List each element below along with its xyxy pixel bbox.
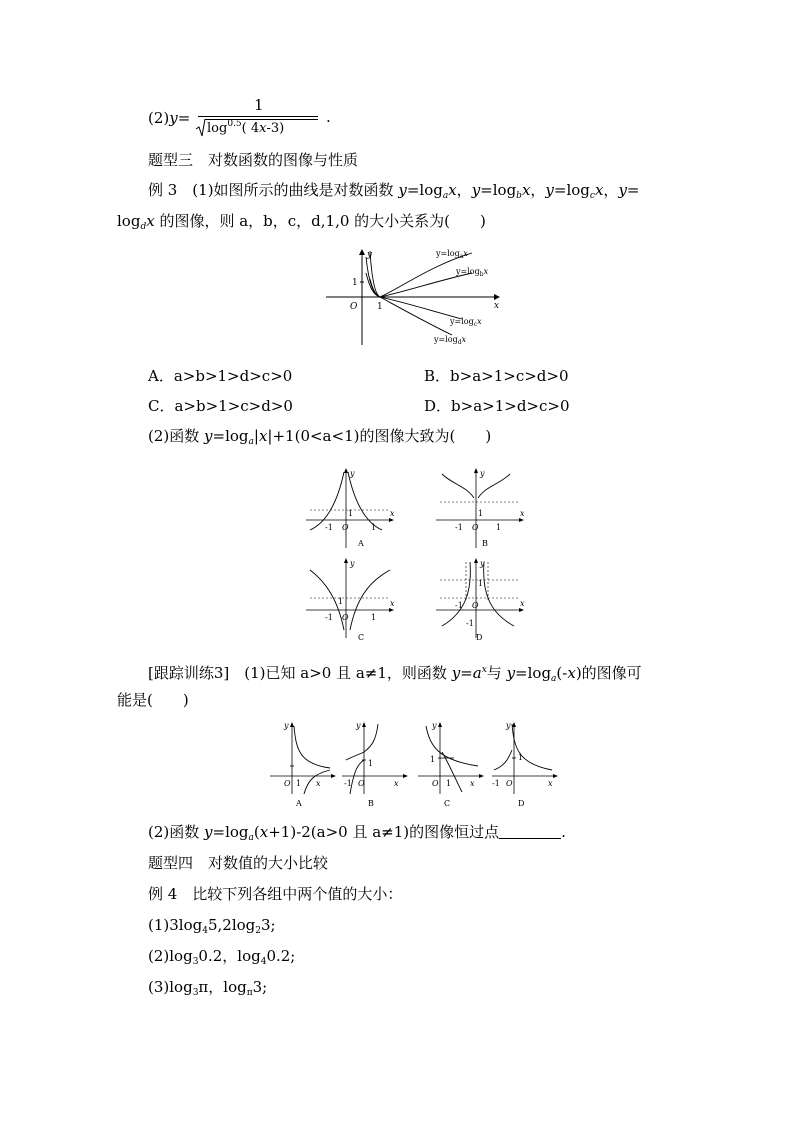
graphs-figure-3 — [266, 716, 560, 810]
track-3-line2: 能是( ) — [117, 691, 189, 709]
svg-text:1: 1 — [296, 779, 302, 788]
example-3-q2: (2)函数 $y=\log_a|x|+1(0<a<1)$的图像大致为( ) — [148, 427, 492, 447]
graph-3d — [492, 721, 558, 808]
graph-3d-label: D — [518, 799, 525, 808]
section-3-title: 题型三 对数函数的图像与性质 — [148, 151, 359, 169]
svg-text:y: y — [432, 721, 437, 730]
graph-2b — [436, 468, 525, 548]
svg-text:O: O — [432, 779, 439, 788]
curve-log-c — [366, 273, 462, 319]
svg-text:x: x — [394, 779, 399, 788]
option-a[interactable]: A．a>b>1>d>c>0 — [148, 367, 293, 385]
label-log-c: $y=\log_cx$ — [450, 317, 482, 328]
curve-log-b — [366, 257, 472, 297]
example-4-item-3: $(3)\log_3\pi$，$\log_\pi 3$; — [148, 978, 268, 998]
graph-2a — [306, 468, 395, 548]
x-axis-label: x — [494, 301, 500, 311]
label-log-d: $y=\log_dx$ — [434, 335, 467, 346]
answer-blank[interactable] — [499, 824, 561, 839]
p2-label: (2)y= — [148, 109, 191, 127]
svg-text:-1: -1 — [466, 619, 474, 628]
example-4-item-2: $(2)\log_30.2$，$\log_40.2$; — [148, 947, 296, 967]
svg-text:x: x — [470, 779, 475, 788]
x-tick-1: 1 — [377, 302, 383, 312]
svg-text:O: O — [472, 523, 479, 532]
svg-text:1: 1 — [478, 509, 484, 518]
svg-text:y: y — [480, 559, 485, 568]
svg-text:1: 1 — [478, 579, 484, 588]
svg-text:-1: -1 — [325, 613, 333, 622]
example-3-line2: $\log_dx$ 的图像，则 a，b，c，d,1,0 的大小关系为( ) — [117, 212, 486, 232]
svg-text:y: y — [350, 469, 355, 478]
svg-text:y: y — [506, 721, 511, 730]
log-curves-figure — [322, 243, 504, 350]
svg-text:1: 1 — [338, 597, 344, 606]
graph-2c-label: C — [358, 633, 365, 642]
svg-text:O: O — [358, 779, 365, 788]
graph-2c — [306, 558, 395, 642]
svg-text:O: O — [506, 779, 513, 788]
svg-text:y: y — [480, 469, 485, 478]
graph-2d-label: D — [476, 633, 483, 642]
svg-text:x: x — [520, 509, 525, 518]
option-c[interactable]: C．a>b>1>c>d>0 — [148, 397, 293, 415]
svg-text:O: O — [284, 779, 291, 788]
graph-3c — [418, 721, 484, 808]
label-log-b: $y=\log_bx$ — [456, 267, 489, 278]
svg-text:-1: -1 — [455, 523, 463, 532]
svg-text:-1: -1 — [325, 523, 333, 532]
example-4-item-1: $(1)3\log_45,2\log_23$; — [148, 916, 276, 936]
label-log-a: $y=\log_ax$ — [436, 249, 468, 260]
svg-text:O: O — [342, 523, 349, 532]
svg-text:x: x — [520, 599, 525, 608]
graph-3a-label: A — [296, 799, 302, 808]
p2-numerator: 1 — [254, 96, 264, 114]
option-d[interactable]: D．b>a>1>d>c>0 — [424, 397, 570, 415]
svg-text:O: O — [342, 613, 349, 622]
x-axis-arrow-icon — [494, 294, 500, 300]
fraction-bar — [198, 116, 318, 117]
y-tick-1: 1 — [352, 278, 358, 288]
graphs-figure-2 — [300, 462, 530, 644]
example-3-line1: 例 3 (1)如图所示的曲线是对数函数 $y=\log_ax$，$y=\log_bx$，$y=\log_cx$，y= — [148, 181, 640, 201]
section-4-title: 题型四 对数值的大小比较 — [148, 854, 329, 872]
y-axis-label: y — [367, 250, 373, 260]
svg-text:y: y — [350, 559, 355, 568]
graph-2a-label: A — [358, 539, 364, 548]
option-b[interactable]: B．b>a>1>c>d>0 — [424, 367, 569, 385]
svg-text:1: 1 — [371, 523, 377, 532]
p2-denominator: $\log^{0.5}$( 4x-3) — [207, 119, 285, 136]
svg-text:-1: -1 — [455, 601, 463, 610]
svg-text:x: x — [390, 509, 395, 518]
svg-text:x: x — [316, 779, 321, 788]
svg-text:y: y — [356, 721, 361, 730]
graph-3b — [342, 721, 408, 808]
y-axis-arrow-icon — [359, 249, 365, 255]
origin-label: O — [350, 302, 358, 312]
svg-text:-1: -1 — [344, 779, 352, 788]
graph-2d — [436, 558, 525, 642]
track-3-q2: (2)函数 $y=\log_a(x+1)-2(a>0$ 且 a≠1)的图像恒过点 . — [148, 823, 566, 843]
graph-3a — [270, 721, 336, 808]
svg-text:1: 1 — [496, 523, 502, 532]
svg-text:1: 1 — [371, 613, 377, 622]
track-3-line1: [跟踪训练3] (1)已知 a>0 且 a≠1，则函数 $y=a^x$与 $y=\log_a(-x)$的图像可 — [148, 664, 642, 684]
svg-text:x: x — [548, 779, 553, 788]
svg-text:1: 1 — [446, 779, 452, 788]
svg-text:1: 1 — [518, 753, 524, 762]
svg-text:1: 1 — [348, 509, 354, 518]
graph-3b-label: B — [368, 799, 374, 808]
p2-end: . — [326, 108, 331, 126]
svg-text:O: O — [472, 601, 479, 610]
graph-3c-label: C — [444, 799, 451, 808]
sqrt-icon — [196, 118, 206, 138]
svg-text:1: 1 — [368, 759, 374, 768]
graph-2b-label: B — [482, 539, 488, 548]
example-4-lead: 例 4 比较下列各组中两个值的大小： — [148, 885, 403, 903]
svg-text:x: x — [390, 599, 395, 608]
svg-text:1: 1 — [430, 755, 436, 764]
svg-text:y: y — [284, 721, 289, 730]
svg-text:-1: -1 — [492, 779, 500, 788]
